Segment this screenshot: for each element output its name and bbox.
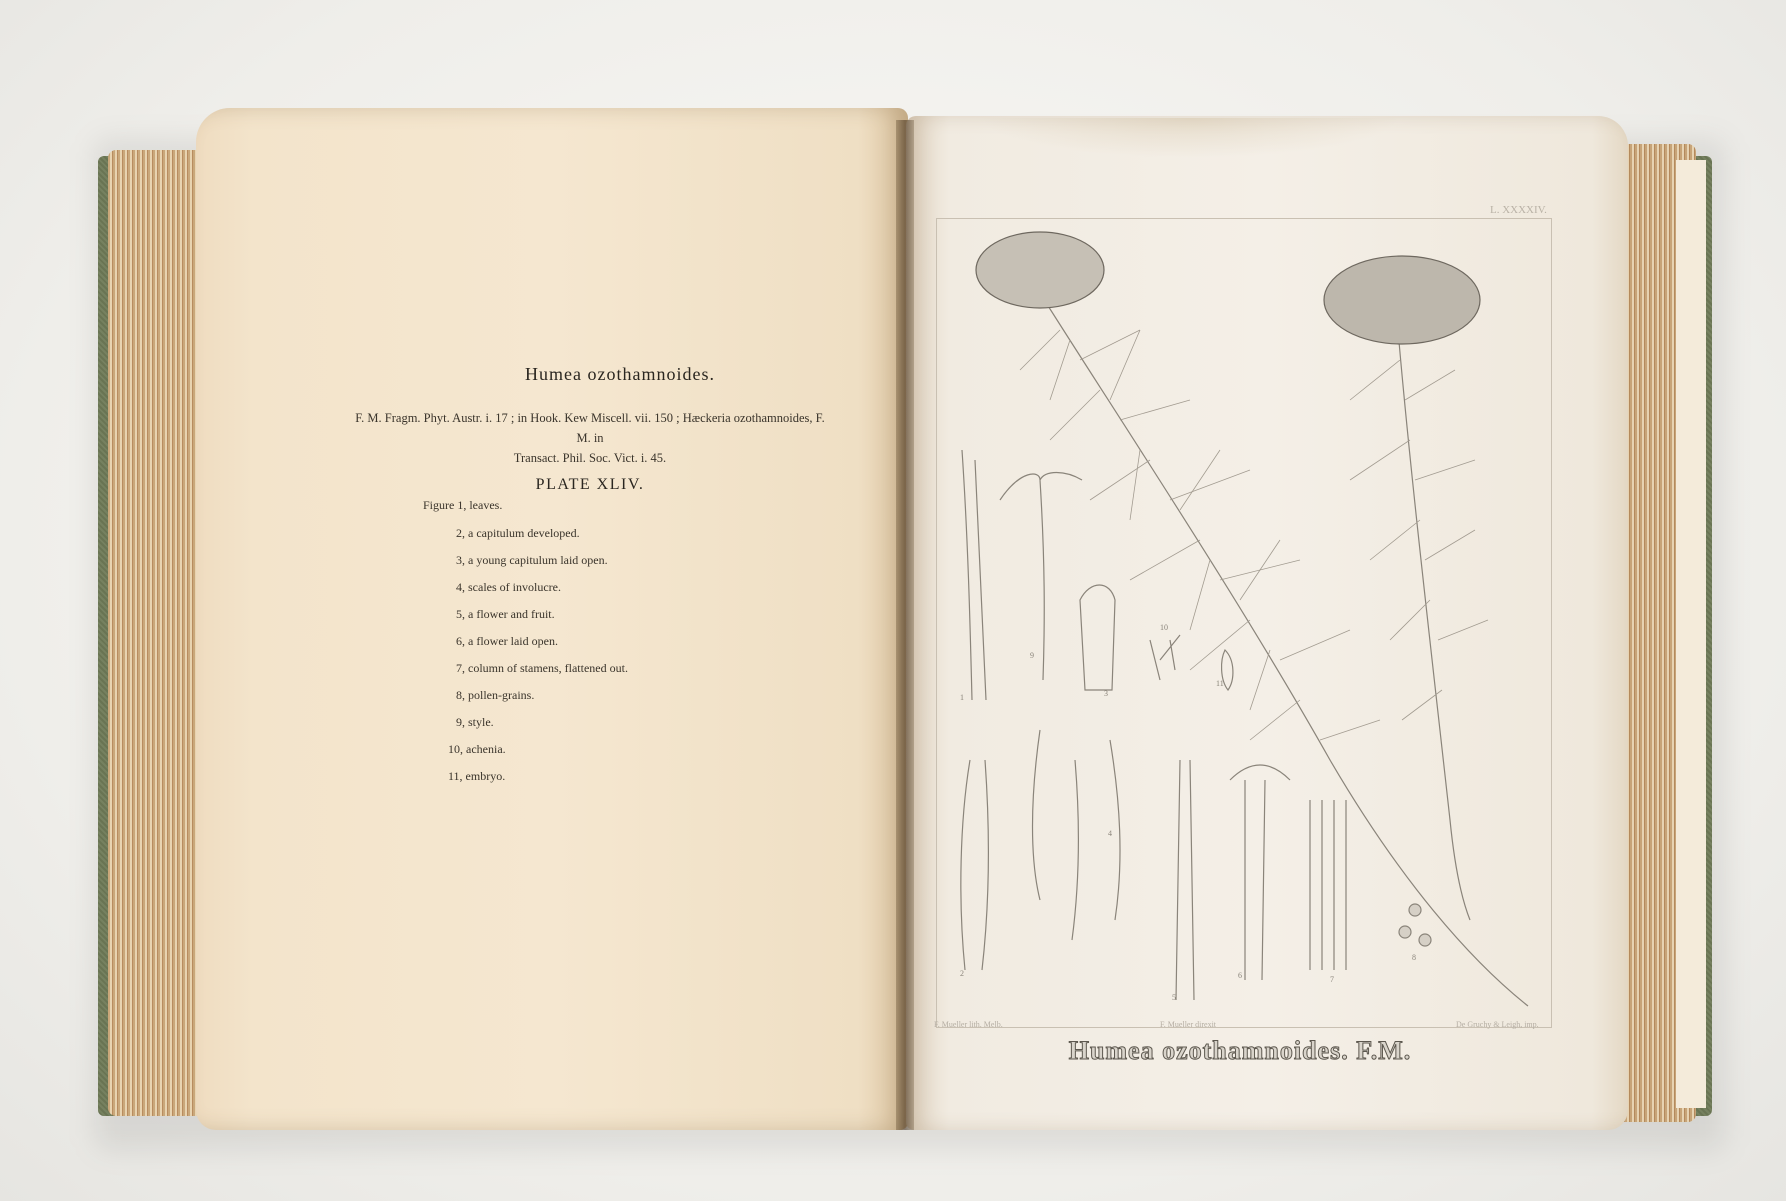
figure-item: 8, pollen-grains. [456,688,535,702]
credit-director: F. Mueller direxit [1160,1020,1217,1029]
fig-10-achenia [1150,635,1180,680]
second-stem [1398,330,1470,920]
figure-item: 10, achenia. [448,742,506,756]
plate-heading: PLATE XLIV. [535,476,645,493]
species-title: Humea ozothamnoides. [525,364,715,384]
fig-num-11: 11 [1216,679,1224,688]
flower-head-right [1324,256,1480,344]
fig-num-9: 9 [1030,651,1034,660]
fig-num-6: 6 [1238,971,1242,980]
fig-num-4: 4 [1108,829,1112,838]
fig-7-stamens [1310,800,1346,970]
fig-4-scales [1033,730,1121,940]
fig-6-flower-open [1230,765,1290,980]
fig-num-10: 10 [1160,623,1168,632]
figure-item: Figure 1, leaves. [423,498,503,512]
fig-5-flower-fruit [1176,760,1194,1000]
fig-num-7: 7 [1330,975,1334,984]
figure-item: 9, style. [456,715,494,729]
credit-printer: De Gruchy & Leigh, imp. [1456,1020,1539,1029]
fig-9-style [1000,473,1082,681]
fig-1-leaves [962,450,986,700]
figure-numbers [960,623,1416,1002]
plate-number: L. XXXXIV. [1490,204,1547,216]
citation-line-1: F. M. Fragm. Phyt. Austr. i. 17 ; in Hook. Kew Miscell. vii. 150 ; Hæckeria ozothamnoides, F. M. in [355,411,825,445]
fig-num-8: 8 [1412,953,1416,962]
fig-num-5: 5 [1172,993,1176,1002]
credit-lithographer: F. Mueller lith. Melb. [934,1020,1003,1029]
citation-line-2: Transact. Phil. Soc. Vict. i. 45. [513,451,667,465]
figure-item: 4, scales of involucre. [456,580,561,594]
figure-item: 11, embryo. [448,769,506,783]
figure-item: 7, column of stamens, flattened out. [456,661,628,675]
figure-item: 3, a young capitulum laid open. [456,553,608,567]
plate-title: Humea ozothamnoides. F.M. [1068,1036,1412,1065]
fig-num-3: 3 [1104,689,1108,698]
fig-num-2: 2 [960,969,964,978]
fig-8-pollen [1399,904,1431,946]
fig-3-capitulum [1080,585,1115,690]
fig-2-flower [961,760,989,970]
figure-item: 2, a capitulum developed. [456,526,580,540]
figure-item: 6, a flower laid open. [456,634,558,648]
flower-head-left [976,232,1104,308]
figure-item: 5, a flower and fruit. [456,607,555,621]
fig-num-1: 1 [960,693,964,702]
